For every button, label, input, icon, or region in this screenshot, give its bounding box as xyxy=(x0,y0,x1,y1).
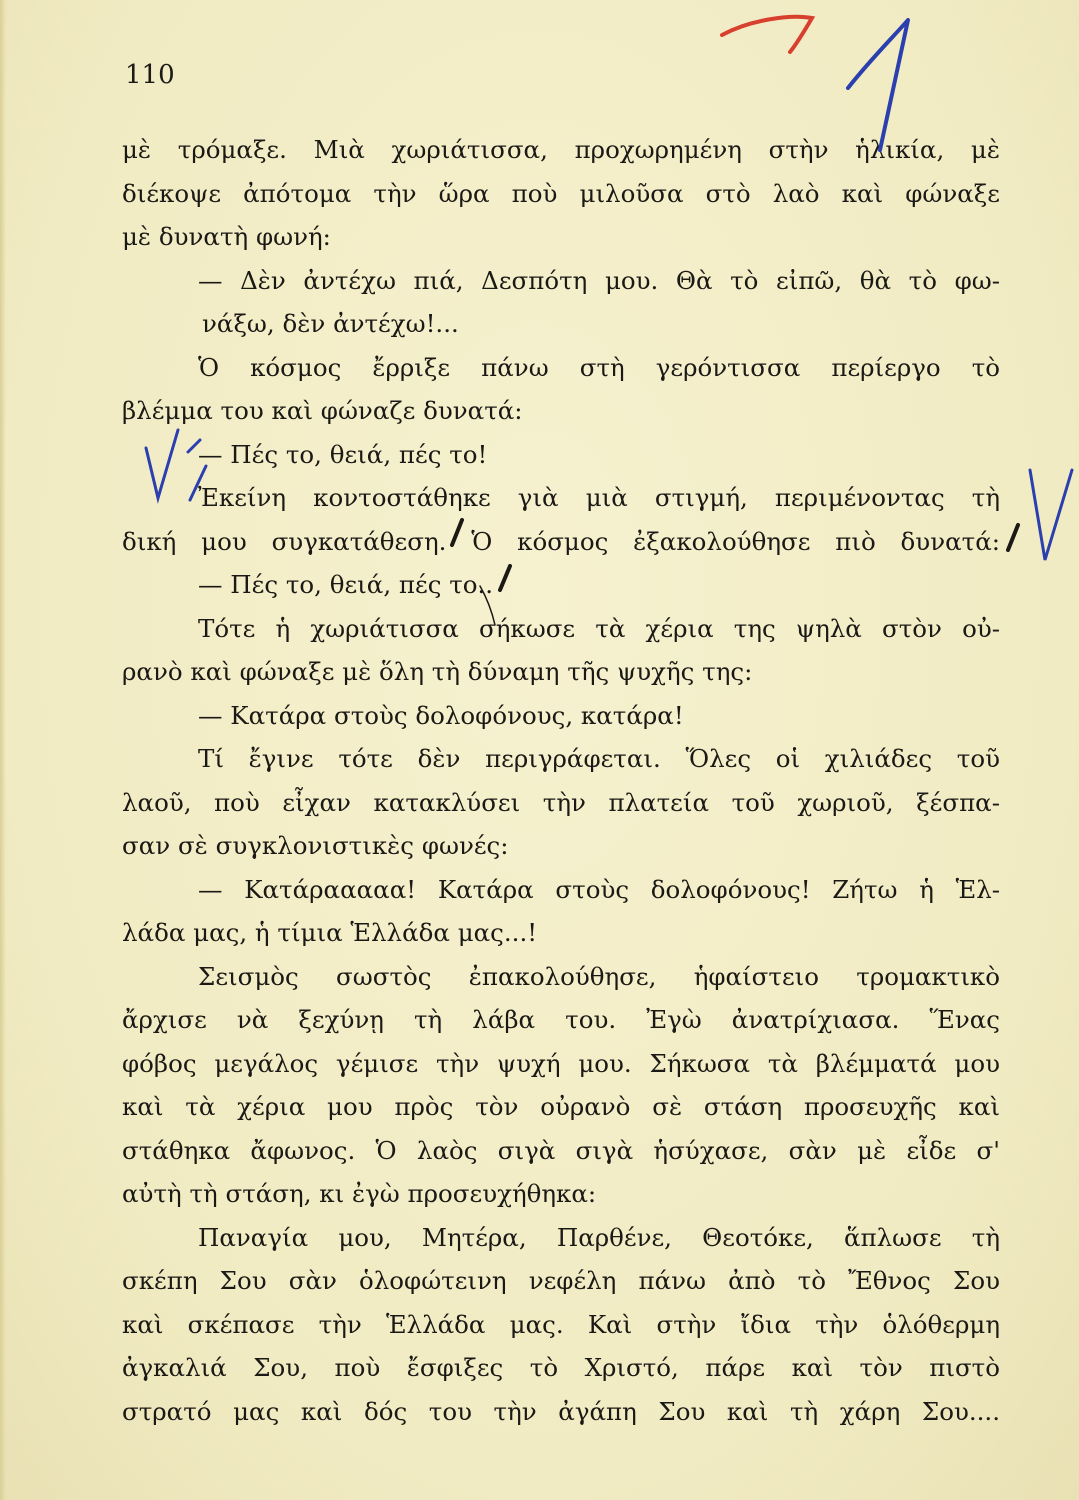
page-number: 110 xyxy=(125,60,175,90)
text-line: φόβος μεγάλος γέμισε τὴν ψυχή μου. Σήκωσα τὰ βλέμματά μου xyxy=(122,1048,1000,1078)
paragraph-start: Παναγία μου, Μητέρα, Παρθένε, Θεοτόκε, ἅπλωσε τὴ xyxy=(198,1222,1000,1252)
text-line: στρατό μας καὶ δός του τὴν ἀγάπη Σου καὶ τὴ χάρη Σου.... xyxy=(122,1396,1000,1426)
text-line: καὶ τὰ χέρια μου πρὸς τὸν οὐρανὸ σὲ στάση προσευχῆς καὶ xyxy=(122,1092,1000,1121)
red-pen-mark xyxy=(722,17,812,52)
dialogue-line: — Πές το, θειά, πές το! xyxy=(198,439,488,469)
text-line: ἀγκαλιά Σου, ποὺ ἔσφιξες τὸ Χριστό, πάρε καὶ τὸν πιστὸ xyxy=(122,1353,1000,1382)
text-line: ἄρχισε νὰ ξεχύνῃ τὴ λάβα του. Ἐγὼ ἀνατρίχιασα. Ἕνας xyxy=(122,1005,1000,1034)
paragraph-start: Τότε ἡ χωριάτισσα σήκωσε τὰ χέρια της ψηλὰ στὸν οὐ- xyxy=(198,613,1000,643)
paragraph-start: Ὁ κόσμος ἔρριξε πάνω στὴ γερόντισσα περίεργο τὸ xyxy=(198,352,1000,382)
dialogue-line: — Κατάρα στοὺς δολοφόνους, κατάρα! xyxy=(198,700,684,730)
text-line: ρανὸ καὶ φώναξε μὲ ὅλη τὴ δύναμη τῆς ψυχῆς της: xyxy=(122,657,753,686)
blue-pen-check-right xyxy=(1030,470,1072,560)
text-line: διέκοψε ἀπότομα τὴν ὥρα ποὺ μιλοῦσα στὸ λαὸ καὶ φώναξε xyxy=(122,178,1000,208)
page-edge-shadow xyxy=(0,0,6,1500)
dialogue-line: — Πές το, θειά, πές το.. xyxy=(198,570,494,599)
dialogue-line: — Κατάρααααα! Κατάρα στοὺς δολοφόνους! Ζήτω ἡ Ἑλ- xyxy=(198,874,1000,904)
text-line: μὲ δυνατὴ φωνή: xyxy=(122,222,331,251)
paragraph-start: Ἐκείνη κοντοστάθηκε γιὰ μιὰ στιγμή, περιμένοντας τὴ xyxy=(198,483,1000,512)
text-line: λάδα μας, ἡ τίμια Ἑλλάδα μας...! xyxy=(122,918,538,947)
paragraph-start: Σεισμὸς σωστὸς ἐπακολούθησε, ἡφαίστειο τρομακτικὸ xyxy=(198,961,1000,991)
text-line: καὶ σκέπασε τὴν Ἑλλάδα μας. Καὶ στὴν ἴδια τὴν ὁλόθερμη xyxy=(122,1309,1000,1339)
body-text xyxy=(122,128,1000,1433)
text-line: στάθηκα ἄφωνος. Ὁ λαὸς σιγὰ σιγὰ ἡσύχασε, σὰν μὲ εἶδε σ' xyxy=(122,1135,1000,1165)
text-line: αὐτὴ τὴ στάση, κι ἐγὼ προσευχήθηκα: xyxy=(122,1179,597,1208)
text-line: νάξω, δὲν ἀντέχω!... xyxy=(202,309,459,338)
text-line: σκέπη Σου σὰν ὁλοφώτεινη νεφέλη πάνω ἀπὸ τὸ Ἔθνος Σου xyxy=(122,1266,1000,1295)
text-line: λαοῦ, ποὺ εἶχαν κατακλύσει τὴν πλατεία τοῦ χωριοῦ, ξέσπα- xyxy=(122,787,1000,817)
text-line: βλέμμα του καὶ φώναζε δυνατά: xyxy=(122,396,523,425)
ink-slash-mark xyxy=(1008,525,1018,550)
text-line: μὲ τρόμαξε. Μιὰ χωριάτισσα, προχωρημένη στὴν ἡλικία, μὲ xyxy=(122,135,1000,164)
text-line: δική μου συγκατάθεση. Ὁ κόσμος ἐξακολούθησε πιὸ δυνατά: xyxy=(122,526,1000,556)
dialogue-line: — Δὲν ἀντέχω πιά, Δεσπότη μου. Θὰ τὸ εἰπῶ, θὰ τὸ φω- xyxy=(198,265,1000,295)
text-line: σαν σὲ συγκλονιστικὲς φωνές: xyxy=(122,831,509,860)
paragraph-start: Τί ἔγινε τότε δὲν περιγράφεται. Ὅλες οἱ χιλιάδες τοῦ xyxy=(198,744,1000,773)
